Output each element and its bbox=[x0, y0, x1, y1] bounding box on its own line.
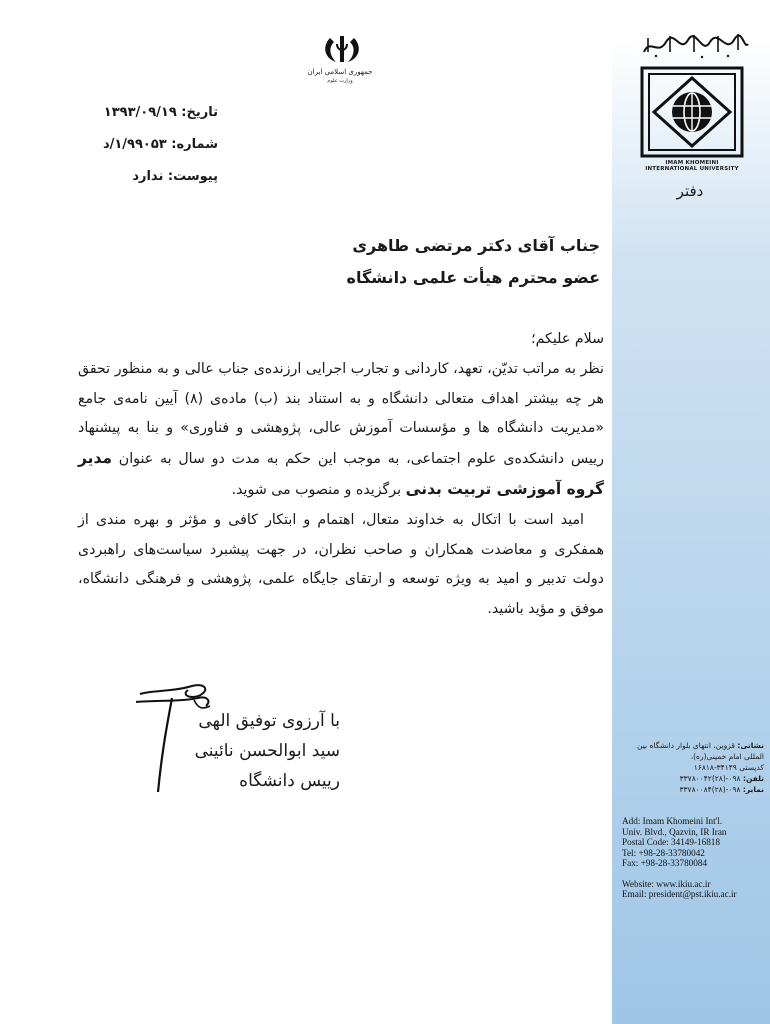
university-calligraphy-logo bbox=[640, 30, 750, 60]
fax-en: Fax: +98-28-33780084 bbox=[622, 858, 708, 868]
phone-label: تلفن: bbox=[742, 774, 764, 783]
address-persian bbox=[618, 740, 764, 795]
university-emblem-logo bbox=[640, 66, 744, 158]
letter-body bbox=[78, 325, 604, 625]
paragraph-appointment bbox=[78, 355, 604, 506]
iran-emblem-icon bbox=[318, 34, 366, 64]
university-name-line1: IMAM KHOMEINI bbox=[665, 160, 719, 166]
address-en-line2: Univ. Blvd., Qazvin, IR Iran bbox=[622, 826, 727, 837]
university-name-en bbox=[638, 160, 746, 172]
signatory-name: سید ابوالحسن نائینی bbox=[194, 741, 340, 761]
postal-code-en: Postal Code: 34149-16818 bbox=[622, 837, 720, 847]
letter-meta bbox=[80, 100, 218, 196]
signature-wish: با آرزوی توفیق الهی bbox=[198, 711, 340, 731]
university-name-line2: INTERNATIONAL UNIVERSITY bbox=[645, 166, 739, 172]
phone-fa: ۰۹۸-(۲۸)۳۳۷۸۰۰۴۲ bbox=[679, 774, 741, 783]
recipient-name: جناب آقای دکتر مرتضی طاهری bbox=[352, 236, 600, 255]
website-link[interactable]: Website: www.ikiu.ac.ir bbox=[622, 878, 711, 889]
office-label: دفتر bbox=[676, 182, 704, 200]
address-english bbox=[622, 816, 768, 900]
paragraph-appointment-text: نظر به مراتب تدیّن، تعهد، کاردانی و تجارب اجرایی ارزنده‌ی جناب عالی و به منظور تحقق هر چه بیشتر اهداف متعالی دانشگاه و به استناد بند (ب) ماده‌ی (۸) آیین نامه‌ی جامع «مدیریت دانشگاه ها و مؤسسات آموزش عالی، پژوهشی و فناوری» و بنا به پیشنهاد رییس دانشکده‌ی علوم اجتماعی، به موجب این حکم به مدت دو سال به عنوان bbox=[78, 360, 604, 468]
address-fa-text: قزوین، انتهای بلوار دانشگاه بین المللی امام خمینی(ره)، bbox=[637, 741, 764, 761]
fax-fa-line bbox=[618, 784, 764, 795]
address-label: نشانی: bbox=[737, 741, 764, 750]
address-en-line1: Add: Imam Khomeini Int'l. bbox=[622, 816, 723, 826]
letter-number: شماره: ۱/۹۹۰۵۳/د bbox=[102, 137, 218, 152]
signature-block bbox=[190, 706, 340, 796]
greeting: سلام علیکم؛ bbox=[531, 331, 604, 347]
paragraph-appointment-end: برگزیده و منصوب می شوید. bbox=[231, 481, 402, 498]
paragraph-wishes: امید است با اتکال به خداوند متعال، اهتمام و ابتکار کافی و مؤثر و بهره مندی از همفکری و معاضدت همکاران و صاحب نظران، در جهت پیشبرد سیاست‌های راهبردی دولت تدبیر و امید به ویژه توسعه و ارتقای جایگاه علمی، پژوهشی و فرهنگی دانشگاه، موفق و مؤید باشید. bbox=[78, 511, 604, 618]
letter-attachment: پیوست: ندارد bbox=[132, 169, 218, 184]
phone-fa-line bbox=[618, 773, 764, 784]
fax-fa: ۰۹۸-(۲۸)۳۳۷۸۰۰۸۴ bbox=[679, 785, 741, 794]
republic-emblem-caption bbox=[300, 68, 380, 86]
fax-label: نمابر: bbox=[742, 785, 764, 794]
phone-en: Tel: +98-28-33780042 bbox=[622, 847, 705, 858]
signatory-title: رییس دانشگاه bbox=[239, 771, 340, 791]
email-link[interactable]: Email: president@pst.ikiu.ac.ir bbox=[622, 889, 737, 899]
recipient-title: عضو محترم هیأت علمی دانشگاه bbox=[346, 268, 600, 287]
republic-name: جمهوری اسلامی ایران bbox=[307, 68, 373, 76]
appointed-position: مدیر گروه آموزشی تربیت بدنی bbox=[78, 449, 604, 498]
recipient-block bbox=[250, 230, 600, 294]
postal-code-fa: کدپستی ۳۴۱۴۹-۱۶۸۱۸ bbox=[693, 763, 764, 772]
letter-date: تاریخ: ۱۳۹۳/۰۹/۱۹ bbox=[103, 105, 218, 120]
ministry-name: وزارت علوم bbox=[327, 78, 353, 84]
address-fa-line bbox=[618, 740, 764, 762]
